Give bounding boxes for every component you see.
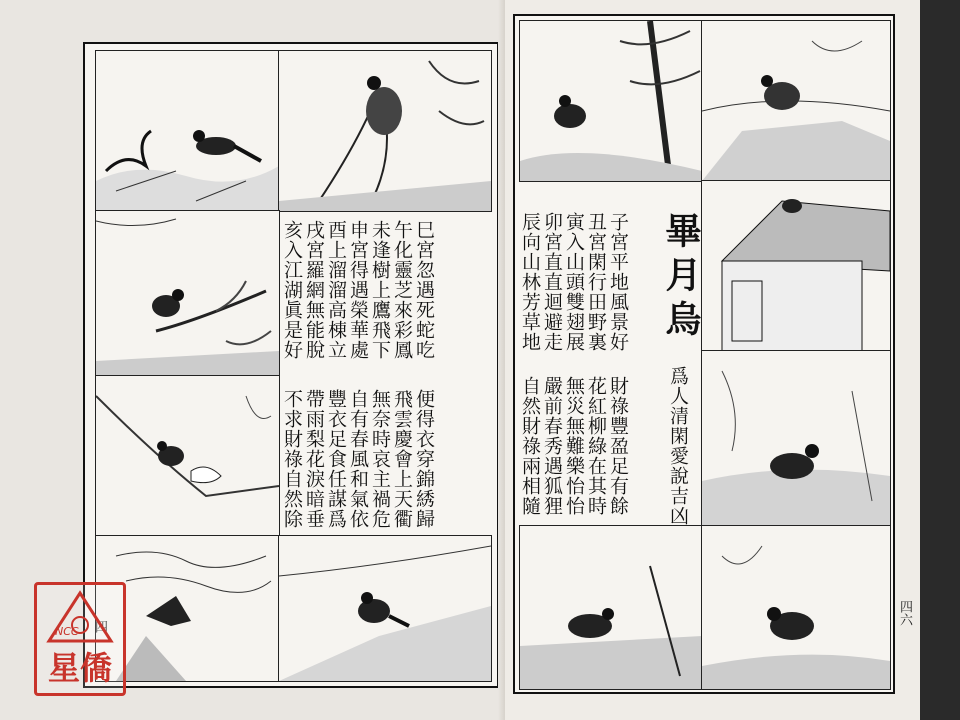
right-page-number: 四六 <box>897 600 912 626</box>
verse-line: 嚴前春秀遇狐狸 <box>541 376 563 516</box>
illustration-bird-with-nest <box>519 525 703 690</box>
poem-line: 無奈時哀主禍危 <box>369 389 391 529</box>
poem-line: 未逢樹上鷹飛下 <box>369 220 391 360</box>
verse-line: 花紅柳綠在其時 <box>585 376 607 516</box>
verse-line: 無災無難樂怡怡 <box>563 376 585 516</box>
verse-block-b <box>519 376 629 541</box>
verse-line: 財祿豐盈足有餘 <box>607 376 629 516</box>
verse-block-a <box>519 212 629 377</box>
illustration-bird-in-grass <box>701 350 891 527</box>
illustration-bird-and-fox <box>95 375 280 537</box>
verse-line: 辰向山林芳草地 <box>519 212 541 352</box>
verse-line: 子宮平地風景好 <box>607 212 629 352</box>
poem-line: 亥入江湖眞是好 <box>281 220 303 360</box>
poem-line: 酉上溜溜高棟立 <box>325 220 347 360</box>
poem-line: 豐衣足食任謀爲 <box>325 389 347 529</box>
ncc-watermark-stamp <box>34 582 126 696</box>
illustration-bird-by-stream <box>701 525 891 690</box>
poem-line: 便得衣穿錦綉歸 <box>413 389 435 529</box>
poem-line: 帶雨梨花淚暗垂 <box>303 389 325 529</box>
illustration-bird-on-tree <box>519 20 703 182</box>
verse-line: 自然財祿兩相隨 <box>519 376 541 516</box>
right-page <box>505 0 920 720</box>
poem-block-right <box>281 220 435 395</box>
right-page-frame <box>513 14 895 694</box>
poem-line: 飛雲慶會上天衢 <box>391 389 413 529</box>
chapter-title: 畢月烏 <box>660 212 701 344</box>
illustration-bird-on-roof <box>701 180 891 352</box>
chapter-subtitle: 爲人清閑愛說吉凶 <box>667 366 689 526</box>
illustration-bird-on-slope <box>278 535 492 682</box>
watermark-mark: 星僑 <box>47 649 112 687</box>
poem-line: 申宮得遇榮華處 <box>347 220 369 360</box>
poem-line: 自有春風和氣依 <box>347 389 369 529</box>
verse-line: 丑宮閑行田野裏 <box>585 212 607 352</box>
illustration-bird-on-branch <box>95 210 280 377</box>
illustration-snake-and-bird <box>95 50 280 212</box>
illustration-phoenix <box>278 50 492 212</box>
illustration-bird-on-hill <box>701 20 891 182</box>
left-page-frame <box>83 42 499 688</box>
poem-line: 巳宮忽遇死蛇吃 <box>413 220 435 360</box>
poem-line: 不求財祿自然除 <box>281 389 303 529</box>
verse-line: 寅入山頭雙翅展 <box>563 212 585 352</box>
left-page-number: 四 <box>92 620 107 633</box>
poem-line: 午化靈芝來彩鳳 <box>391 220 413 360</box>
verse-line: 卯宮直直迴避走 <box>541 212 563 352</box>
poem-line: 戌宮羅網無能脫 <box>303 220 325 360</box>
watermark-text: NCC <box>55 625 79 638</box>
